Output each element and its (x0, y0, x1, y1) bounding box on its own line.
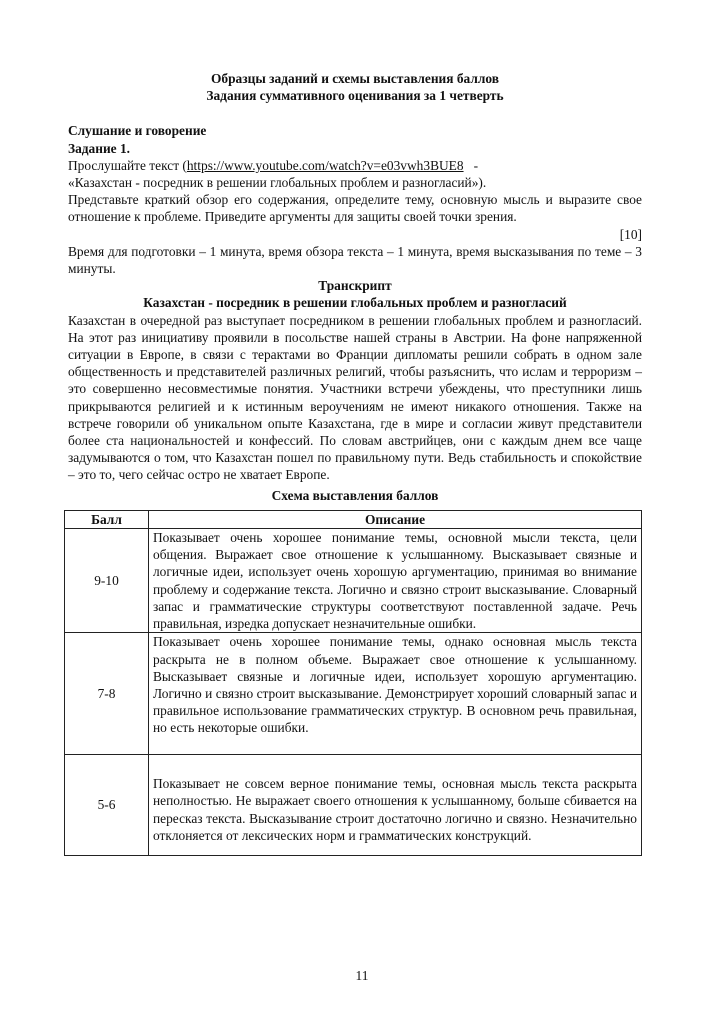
header-description: Описание (149, 510, 642, 528)
transcript-title: Казахстан - посредник в решении глобальных проблем и разногласий (143, 295, 567, 311)
transcript-label: Транскрипт (318, 278, 392, 294)
heading-line-2: Задания суммативного оценивания за 1 четверть (206, 88, 504, 104)
task-intro-suffix: - (463, 157, 479, 173)
section-title: Слушание и говорение (68, 123, 207, 139)
task-quote-line: «Казахстан - посредник в решении глобальных проблем и разногласий»). (68, 175, 487, 191)
row-score: 7-8 (65, 633, 149, 754)
task-points: [10] (619, 226, 642, 242)
table-row (65, 633, 642, 754)
header-score: Балл (65, 510, 149, 528)
task-timing: Время для подготовки – 1 минута, время обзора текста – 1 минута, время высказывания по теме – 3 минуты. (68, 243, 642, 277)
page-number: 11 (355, 968, 369, 983)
document-heading (68, 70, 642, 104)
table-row (65, 754, 642, 855)
row-score: 9-10 (65, 529, 149, 633)
scoring-title: Схема выставления баллов (271, 487, 439, 503)
task-intro-line (68, 157, 642, 174)
heading-line-1: Образцы заданий и схемы выставления баллов (211, 71, 499, 86)
table-row (65, 529, 642, 633)
row-score: 5-6 (65, 754, 149, 855)
scoring-table (64, 510, 642, 856)
task-intro-prefix: Прослушайте текст ( (68, 157, 187, 173)
row-description: Показывает не совсем верное понимание темы, основная мысль текста раскрыта неполностью. Не выражает своего отношения к услышанному, больше сбивается на пересказ текста. Высказывание строит достаточно логично и связно. Незначительно отклоняется от лексических норм и грамматических конструкций. (149, 754, 642, 855)
task-label: Задание 1. (68, 140, 130, 156)
row-description: Показывает очень хорошее понимание темы, однако основная мысль текста раскрыта не в полном объеме. Выражает свое отношение к услышанному. Высказывает связные и логичные идеи, использует хорошую аргументацию. Логично и связно строит высказывание. Демонстрирует хороший словарный запас и правильное использование грамматических структур. В основном речь правильная, но есть некоторые ошибки. (149, 633, 642, 754)
row-description: Показывает очень хорошее понимание темы, основной мысли текста, цели общения. Выражает свое отношение к услышанному. Высказывает связные и логичные идеи, использует очень хорошую аргументацию, принимая во внимание проблему и содержание текста. Логично и связно строит высказывание. Словарный запас и грамматические структуры соответствуют поставленной задаче. Речь правильная, изредка допускает незначительные ошибки. (149, 529, 642, 633)
task-instruction: Представьте краткий обзор его содержания, определите тему, основную мысль и выразите свое отношение к проблеме. Приведите аргументы для защиты своей точки зрения. (68, 192, 642, 225)
scoring-table-header-row (65, 510, 642, 528)
video-link[interactable]: https://www.youtube.com/watch?v=e03vwh3BUE8 (186, 157, 464, 173)
page-content (68, 70, 642, 856)
transcript-body: Казахстан в очередной раз выступает посредником в решении глобальных проблем и разногласий. На этот раз инициативу проявили в посольстве нашей страны в Австрии. На фоне напряженной ситуации в Европе, в связи с терактами во Франции дипломаты решили собрать в одном зале общественность и представителей различных религий, чтобы разъяснить, что ислам и терроризм – это совершенно несовместимые понятия. Участники встречи убеждены, что преступники лишь прикрываются религией и к истинным вероучениям не имеют никакого отношения. Также на встрече говорили об уникальном опыте Казахстана, где в мире и согласии живут представители более ста национальностей и конфессий. По словам австрийцев, они с каждым днем все чаще задумываются о том, что Казахстан пошел по правильному пути. Ведь стабильность и спокойствие – это то, чего сейчас остро не хватает Европе. (68, 312, 642, 483)
